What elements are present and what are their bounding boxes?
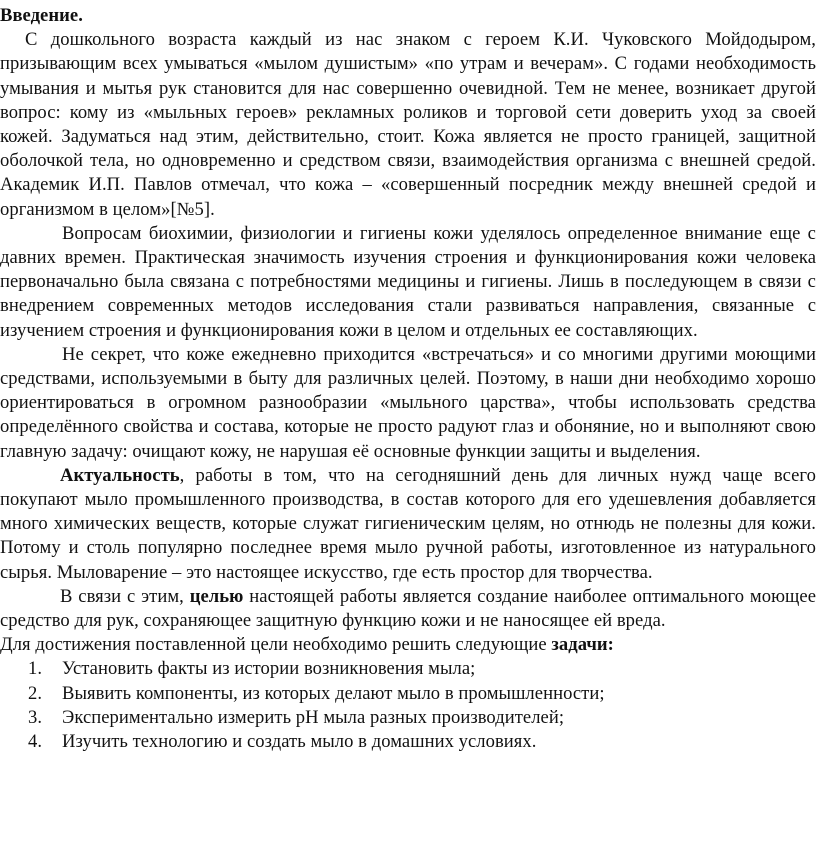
tasks-list	[0, 657, 816, 754]
list-item-text: Экспериментально измерить pH мыла разных производителей;	[62, 706, 565, 728]
list-item	[0, 730, 816, 754]
list-item-number: 1.	[28, 658, 43, 680]
list-item-text: Установить факты из истории возникновения мыла;	[62, 658, 476, 680]
relevance-text: , работы в том, что на сегодняшний день для личных нужд чаще всего покупают мыло промышленного производства, в состав которого для его удешевления добавляется много химических веществ, которые служат гигиеническим целям, но отнюдь не полезны для кожи. Потому и столь популярно последнее время мыло ручной работы, изготовленное из натурального сырья. Мыловарение – это настоящее искусство, где есть простор для творчества.	[0, 464, 816, 583]
paragraph-goal	[0, 585, 816, 633]
list-item-number: 3.	[28, 706, 43, 728]
tasks-lead: Для достижения поставленной цели необходимо решить следующие	[0, 634, 552, 656]
goal-text: настоящей работы является создание наиболее оптимального моющее средство для рук, сохраняющее защитную функцию кожи и не наносящее ей вреда.	[0, 585, 816, 632]
paragraph-history: Вопросам биохимии, физиологии и гигиены кожи уделялось определенное внимание еще с давних времен. Практическая значимость изучения строения и функционирования кожи человека первоначально была связана с потребностями медицины и гигиены. Лишь в последующем в связи с внедрением современных методов исследования стали развиваться направления, связанные с изучением строения и функционирования кожи в целом и отдельных ее составляющих.	[0, 222, 816, 341]
goal-heading: целью	[189, 585, 244, 607]
paragraph-detergents: Не секрет, что коже ежедневно приходится «встречаться» и со многими другими моющими средствами, используемыми в быту для различных целей. Поэтому, в наши дни необходимо хорошо ориентироваться в огромном разнообразии «мыльного царства», чтобы использовать средства определённого свойства и состава, которые не просто радуют глаз и обоняние, но и выполняют свою главную задачу: очищают кожу, не нарушая её основные функции защиты и выделения.	[0, 343, 816, 462]
list-item	[0, 682, 816, 706]
list-item	[0, 657, 816, 681]
list-item	[0, 706, 816, 730]
tasks-heading: задачи:	[551, 634, 614, 656]
goal-lead: В связи с этим,	[60, 585, 190, 607]
list-item-text: Выявить компоненты, из которых делают мыло в промышленности;	[62, 682, 605, 704]
list-item-text: Изучить технологию и создать мыло в домашних условиях.	[62, 731, 537, 753]
paragraph-relevance	[0, 464, 816, 585]
paragraph-intro: С дошкольного возраста каждый из нас знаком с героем К.И. Чуковского Мойдодыром, призывающим всех умываться «мылом душистым» «по утрам и вечерам». С годами необходимость умывания и мытья рук становится для нас совершенно очевидной. Тем не менее, возникает другой вопрос: кому из «мыльных героев» рекламных роликов и торговой сети доверить уход за своей кожей. Задуматься над этим, действительно, стоит. Кожа является не просто границей, защитной оболочкой тела, но одновременно и средством связи, взаимодействия организма с внешней средой. Академик И.П. Павлов отмечал, что кожа – «совершенный посредник между внешней средой и организмом в целом»[№5].	[0, 29, 816, 220]
relevance-heading: Актуальность	[60, 464, 180, 486]
list-item-number: 2.	[28, 682, 43, 704]
paragraph-tasks-intro	[0, 633, 816, 657]
list-item-number: 4.	[28, 731, 43, 753]
section-title: Введение.	[0, 5, 83, 26]
